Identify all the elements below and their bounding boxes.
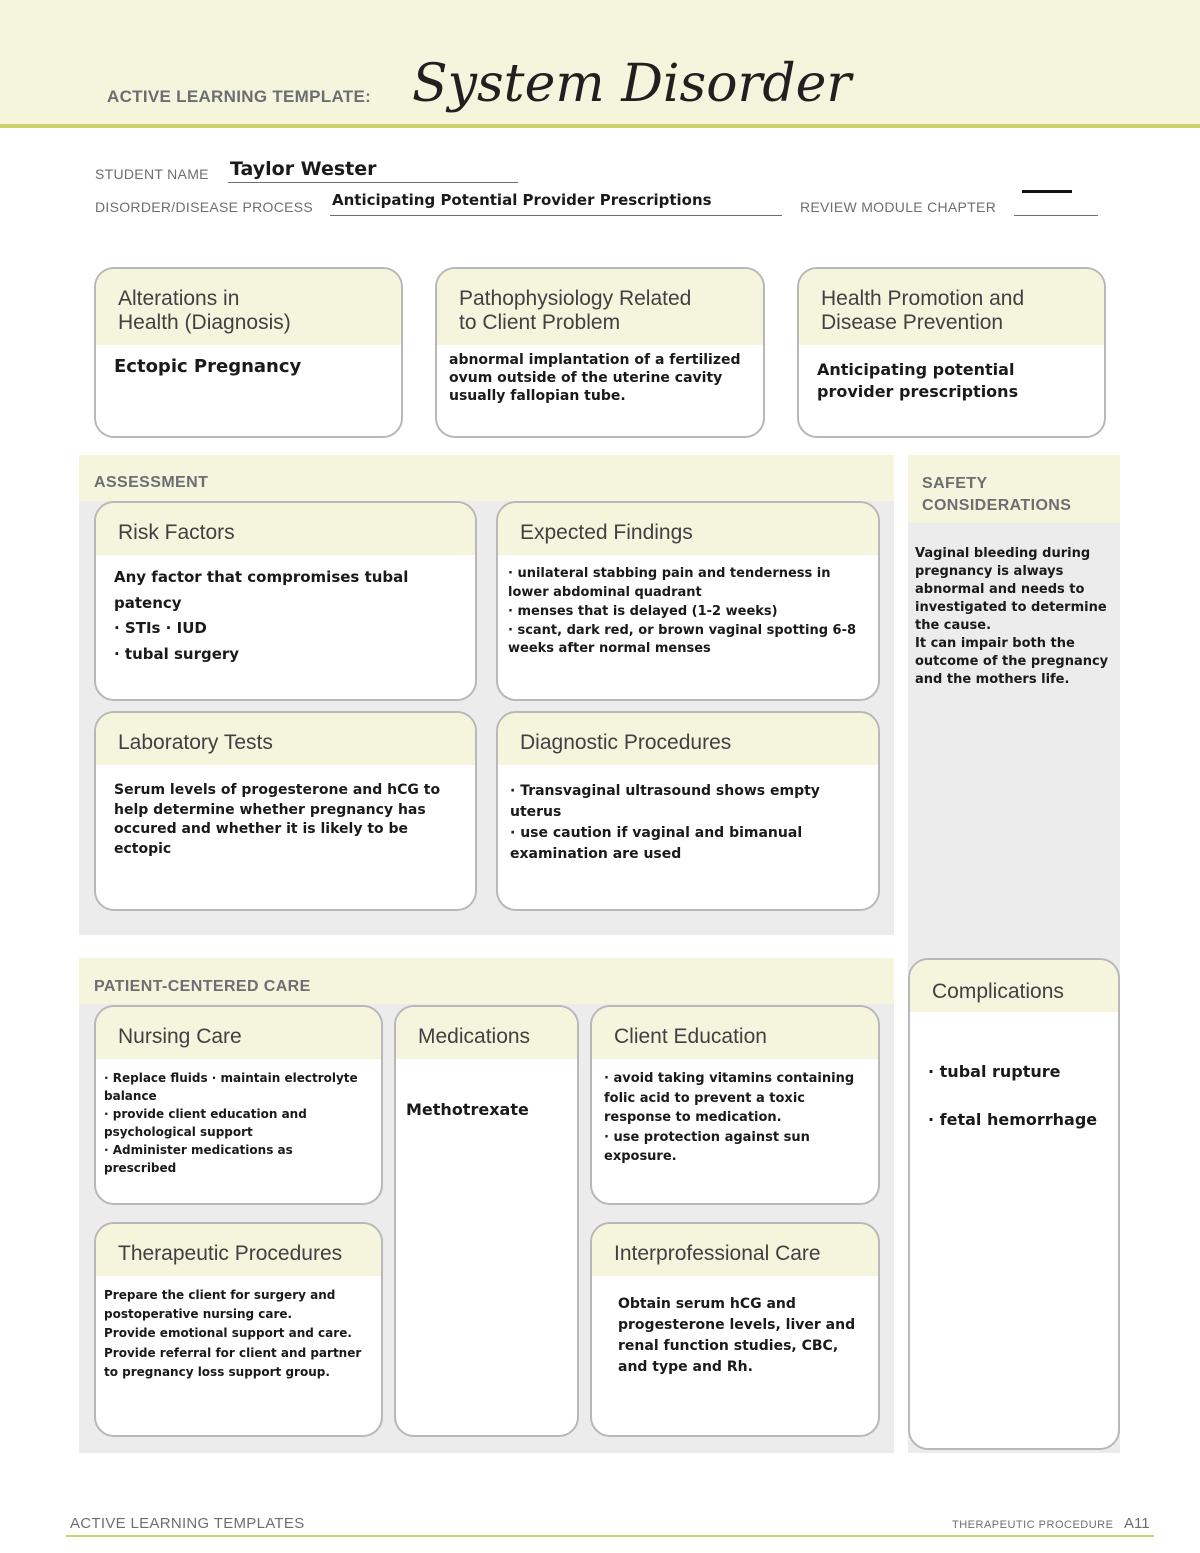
expected-findings-box [496, 501, 880, 701]
medications-text: Methotrexate [406, 1100, 529, 1119]
laboratory-tests-title: Laboratory Tests [96, 713, 475, 765]
risk-factors-text: Any factor that compromises tubal patency · STIs · IUD · tubal surgery [114, 568, 409, 663]
student-name-label: STUDENT NAME [95, 166, 209, 182]
template-label: ACTIVE LEARNING TEMPLATE: [107, 87, 372, 106]
therapeutic-procedures-text: Prepare the client for surgery and postoperative nursing care. Provide emotional support and care. Provide referral for client and partner to pregnancy loss support group. [104, 1288, 362, 1379]
pathophysiology-title: Pathophysiology Related to Client Problem [437, 269, 763, 345]
risk-factors-box [94, 501, 477, 701]
health-promotion-text: Anticipating potential provider prescriptions [817, 360, 1019, 401]
safety-text: Vaginal bleeding during pregnancy is always abnormal and needs to investigated to determine the cause. It can impair both the outcome of the pregnancy and the mothers life. [915, 546, 1109, 687]
complications-box [908, 958, 1120, 1450]
chapter-field[interactable] [1014, 191, 1098, 216]
header-rule [0, 124, 1200, 128]
diagnostic-procedures-title: Diagnostic Procedures [498, 713, 878, 765]
pathophysiology-box [435, 267, 765, 438]
client-education-text: · avoid taking vitamins containing folic acid to prevent a toxic response to medication. · use protection against sun exposure. [604, 1071, 855, 1164]
safety-title: SAFETY CONSIDERATIONS [922, 475, 1072, 515]
therapeutic-procedures-box [94, 1222, 383, 1437]
laboratory-tests-text: Serum levels of progesterone and hCG to help determine whether pregnancy has occured and whether it is likely to be ectopic [114, 782, 441, 857]
footer-section-label: THERAPEUTIC PROCEDURE [952, 1519, 1114, 1531]
disorder-value: Anticipating Potential Provider Prescriptions [332, 191, 712, 209]
complications-text: · tubal rupture · fetal hemorrhage [928, 1062, 1098, 1129]
footer-page-number: A11 [1124, 1515, 1150, 1532]
disorder-field[interactable] [330, 191, 782, 216]
medications-title: Medications [396, 1007, 577, 1059]
pathophysiology-text: abnormal implantation of a fertilized ovum outside of the uterine cavity usually fallopian tube. [449, 352, 741, 405]
diagnostic-procedures-box [496, 711, 880, 911]
health-promotion-title: Health Promotion and Disease Prevention [799, 269, 1104, 345]
client-education-title: Client Education [592, 1007, 878, 1059]
risk-factors-title: Risk Factors [96, 503, 475, 555]
student-name-value: Taylor Wester [230, 158, 377, 180]
medications-box [394, 1005, 579, 1437]
disorder-label: DISORDER/DISEASE PROCESS [95, 199, 314, 215]
alterations-box [94, 267, 403, 438]
chapter-label: REVIEW MODULE CHAPTER [800, 199, 997, 215]
chapter-mark [1022, 190, 1072, 193]
client-education-box [590, 1005, 880, 1205]
nursing-care-title: Nursing Care [96, 1007, 381, 1059]
template-title: System Disorder [412, 54, 852, 114]
patient-care-title: PATIENT-CENTERED CARE [94, 978, 311, 995]
therapeutic-procedures-title: Therapeutic Procedures [96, 1224, 381, 1276]
footer-rule [66, 1535, 1154, 1537]
alterations-title: Alterations in Health (Diagnosis) [96, 269, 401, 345]
expected-findings-title: Expected Findings [498, 503, 878, 555]
expected-findings-text: · unilateral stabbing pain and tenderness in lower abdominal quadrant · menses that is delayed (1-2 weeks) · scant, dark red, or brown vaginal spotting 6-8 weeks after normal menses [508, 566, 857, 657]
complications-title: Complications [910, 960, 1118, 1012]
diagnostic-procedures-text: · Transvaginal ultrasound shows empty uterus · use caution if vaginal and bimanual examination are used [510, 783, 820, 862]
laboratory-tests-box [94, 711, 477, 911]
nursing-care-box [94, 1005, 383, 1205]
nursing-care-text: · Replace fluids · maintain electrolyte balance · provide client education and psychological support · Administer medications as prescribed [104, 1071, 358, 1175]
safety-panel [908, 455, 1120, 950]
interprofessional-care-box [590, 1222, 880, 1437]
student-name-field[interactable] [228, 158, 518, 183]
interprofessional-care-title: Interprofessional Care [592, 1224, 878, 1276]
alterations-text: Ectopic Pregnancy [114, 356, 302, 377]
interprofessional-care-text: Obtain serum hCG and progesterone levels, liver and renal function studies, CBC, and type and Rh. [618, 1296, 856, 1375]
health-promotion-box [797, 267, 1106, 438]
footer-left: ACTIVE LEARNING TEMPLATES [70, 1515, 305, 1532]
assessment-title: ASSESSMENT [94, 474, 209, 491]
